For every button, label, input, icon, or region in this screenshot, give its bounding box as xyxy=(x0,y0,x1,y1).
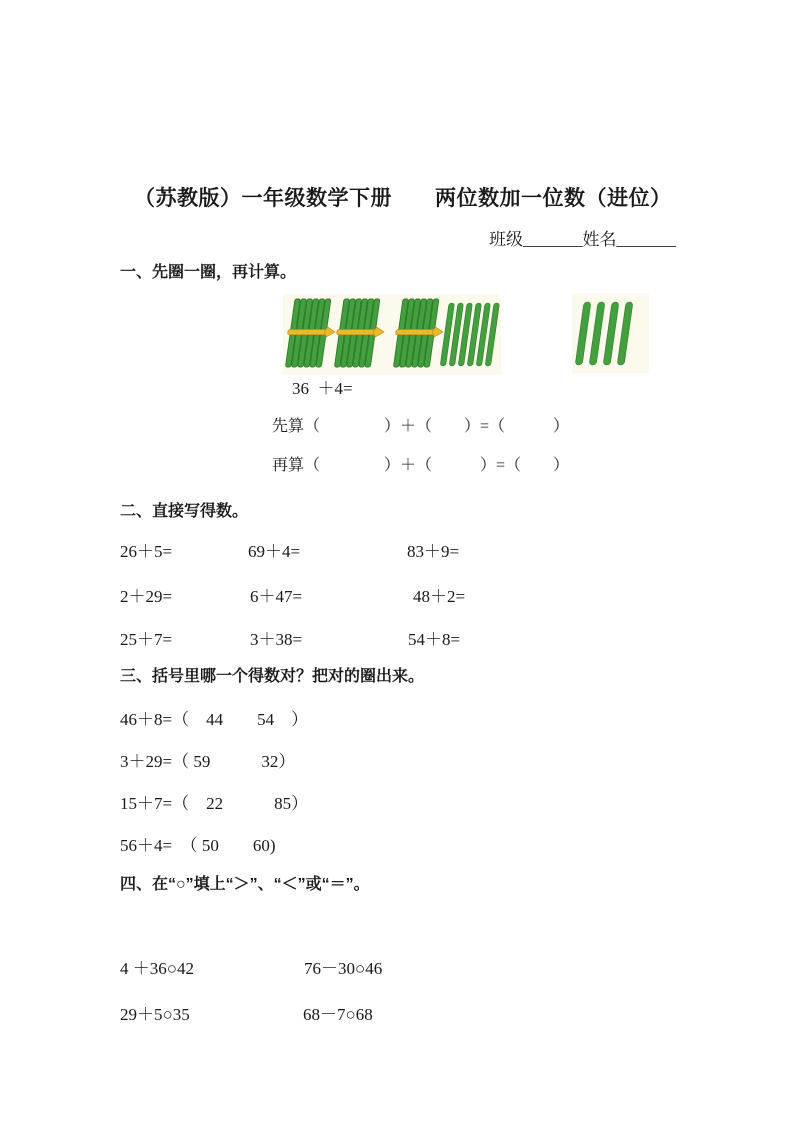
math-problem: 3＋38= xyxy=(250,630,303,649)
worksheet-title: （苏教版）一年级数学下册 两位数加一位数（进位） xyxy=(134,186,672,210)
section-1-header: 一、先圈一圈，再计算。 xyxy=(120,264,297,281)
class-name-line: 班级_______姓名_______ xyxy=(489,230,676,249)
problem-36-plus-4: 36 ＋4= xyxy=(292,379,353,398)
math-problem: 2＋29= xyxy=(120,587,173,606)
math-problem-with-choices: 3＋29=（ 59 32） xyxy=(120,752,296,771)
compare-problem: 29＋5○35 xyxy=(120,1005,190,1024)
sticks-group-3-icon xyxy=(572,293,649,373)
math-problem-with-choices: 15＋7=（ 22 85） xyxy=(120,794,309,813)
compare-problem: 76－30○46 xyxy=(304,959,383,978)
compare-problem: 68－7○68 xyxy=(303,1005,373,1024)
math-problem: 48＋2= xyxy=(413,587,466,606)
sticks-group-2-icon xyxy=(391,294,501,375)
step-line-1: 先算（ ）＋（ ）=（ ） xyxy=(272,418,570,435)
compare-problem: 4 ＋36○42 xyxy=(120,959,195,978)
math-problem: 25＋7= xyxy=(120,630,173,649)
section-2-header: 二、直接写得数。 xyxy=(120,503,249,520)
math-problem: 69＋4= xyxy=(248,542,301,561)
section-4-header: 四、在“○”填上“＞”、“＜”或“＝”。 xyxy=(120,876,370,893)
math-problem-with-choices: 46＋8=（ 44 54 ） xyxy=(120,710,309,729)
sticks-group-1-icon xyxy=(283,294,391,375)
math-problem: 83＋9= xyxy=(407,542,460,561)
math-problem: 26＋5= xyxy=(120,542,173,561)
math-problem: 6＋47= xyxy=(250,587,303,606)
section-3-header: 三、括号里哪一个得数对？把对的圈出来。 xyxy=(120,668,425,685)
step-line-2: 再算（ ）＋（ ）=（ ） xyxy=(272,457,570,474)
math-problem-with-choices: 56＋4= （ 50 60) xyxy=(120,836,276,855)
math-problem: 54＋8= xyxy=(408,630,461,649)
